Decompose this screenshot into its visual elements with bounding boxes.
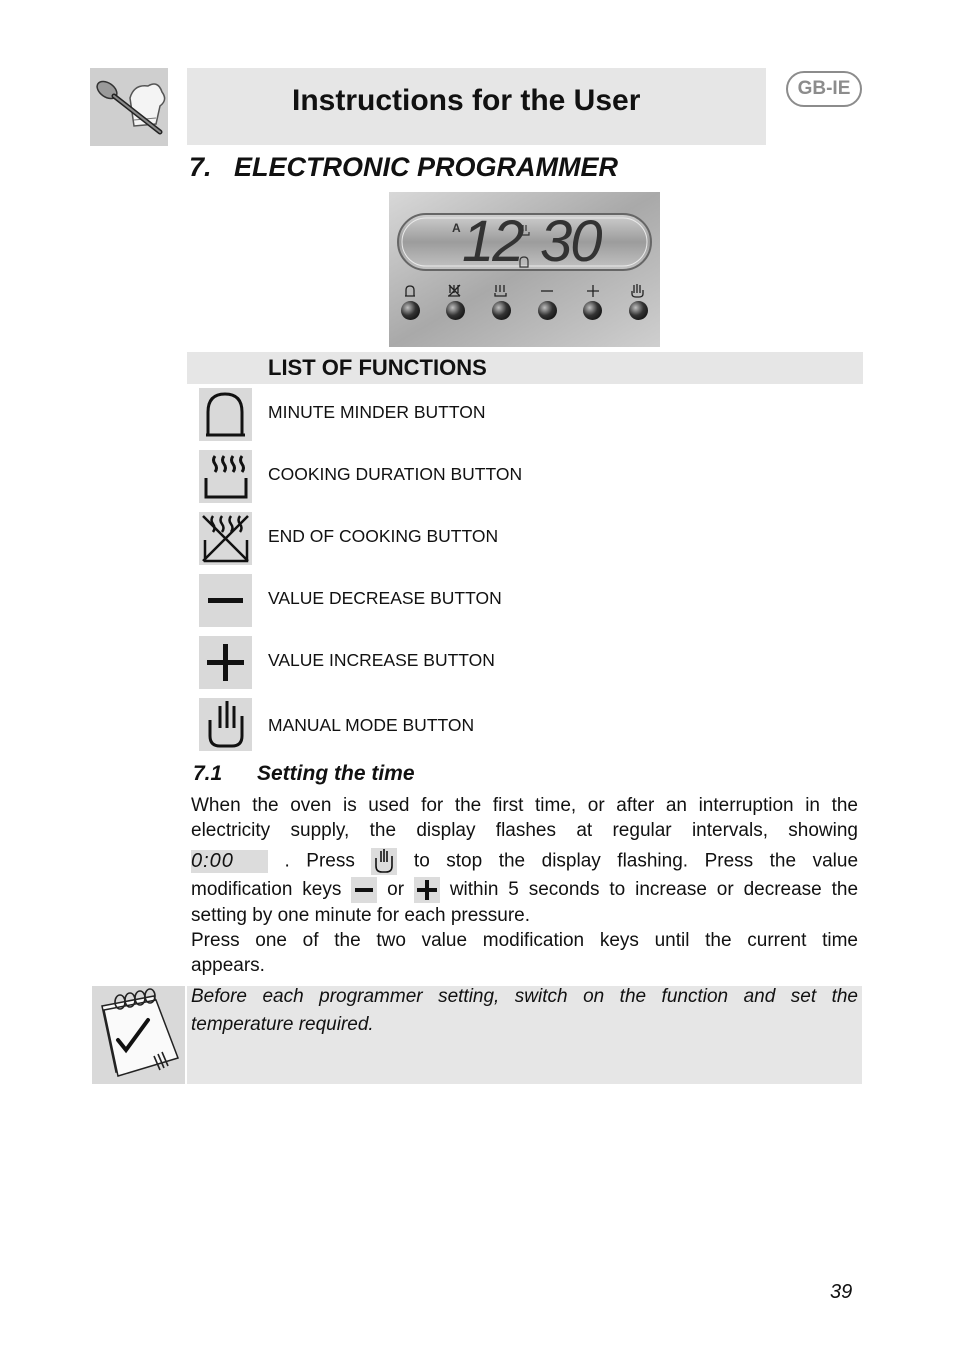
para-line-1: When the oven is used for the first time, or after an interruption in the — [191, 795, 858, 816]
panel-button-manual[interactable] — [629, 301, 648, 320]
para-line-4-b: within 5 seconds to increase or decrease the — [449, 879, 859, 901]
display-auto-indicator: A — [452, 221, 461, 235]
para-line-2: electricity supply, the display flashes at regular intervals, showing — [191, 820, 858, 841]
function-label-end-of-cooking: END OF COOKING BUTTON — [268, 526, 499, 546]
setting-time-paragraph — [191, 793, 858, 978]
manual-hand-icon — [199, 698, 252, 751]
para-press-text: . Press — [284, 850, 355, 872]
panel-button-increase[interactable] — [583, 301, 602, 320]
display-hours: 12 — [462, 209, 523, 274]
programmer-panel-image — [389, 192, 660, 347]
display-minutes: 30 — [540, 209, 601, 274]
para-line-4 — [191, 877, 858, 903]
cooking-duration-icon — [199, 450, 252, 503]
inline-manual-hand-icon — [371, 848, 397, 875]
panel-button-cooking-duration[interactable] — [492, 301, 511, 320]
panel-button-end-of-cooking[interactable] — [446, 301, 465, 320]
function-label-value-increase: VALUE INCREASE BUTTON — [268, 650, 495, 670]
bell-icon — [199, 388, 252, 441]
panel-button-row — [400, 283, 652, 323]
plus-icon — [199, 636, 252, 689]
display-flash-indicator: 0:00 — [191, 850, 268, 873]
function-label-value-decrease: VALUE DECREASE BUTTON — [268, 588, 502, 608]
spoon-and-chef-hat-icon — [90, 68, 168, 146]
subsection-title-text: Setting the time — [257, 762, 415, 785]
subsection-number: 7.1 — [193, 762, 223, 785]
note-line-2: temperature required. — [191, 1014, 374, 1035]
page-number: 39 — [830, 1281, 853, 1303]
function-label-minute-minder: MINUTE MINDER BUTTON — [268, 402, 486, 422]
end-of-cooking-icon — [199, 512, 252, 565]
chef-logo — [90, 68, 168, 146]
display-bell-icon — [519, 256, 529, 268]
panel-button-minute-minder[interactable] — [401, 301, 420, 320]
para-line-4-a: modification keys — [191, 879, 342, 901]
page-title: Instructions for the User — [292, 84, 641, 117]
display-duration-icon — [518, 224, 530, 236]
para2-line-1: Press one of the two value modification keys until the current time — [191, 930, 858, 951]
section-number: 7. — [189, 152, 212, 182]
panel-button-decrease[interactable] — [538, 301, 557, 320]
note-icon-box — [92, 986, 185, 1084]
para-line-4-or: or — [387, 879, 405, 901]
para-line-3 — [191, 848, 858, 875]
minus-icon — [199, 574, 252, 627]
note-text — [191, 983, 858, 1039]
inline-plus-icon — [414, 877, 440, 903]
para-line-3-rest: to stop the display flashing. Press the value — [413, 850, 859, 872]
notepad-check-icon — [92, 986, 185, 1084]
function-label-cooking-duration: COOKING DURATION BUTTON — [268, 464, 523, 484]
subsection-title — [193, 762, 415, 786]
section-title-text: ELECTRONIC PROGRAMMER — [234, 152, 618, 182]
region-badge: GB-IE — [786, 71, 862, 107]
para2-line-2: appears. — [191, 955, 265, 976]
para-line-5: setting by one minute for each pressure. — [191, 905, 531, 926]
section-title — [189, 152, 618, 183]
note-line-1: Before each programmer setting, switch on the function and set the — [191, 986, 858, 1007]
functions-heading: LIST OF FUNCTIONS — [268, 355, 487, 380]
function-label-manual-mode: MANUAL MODE BUTTON — [268, 715, 475, 735]
inline-minus-icon — [351, 877, 377, 903]
